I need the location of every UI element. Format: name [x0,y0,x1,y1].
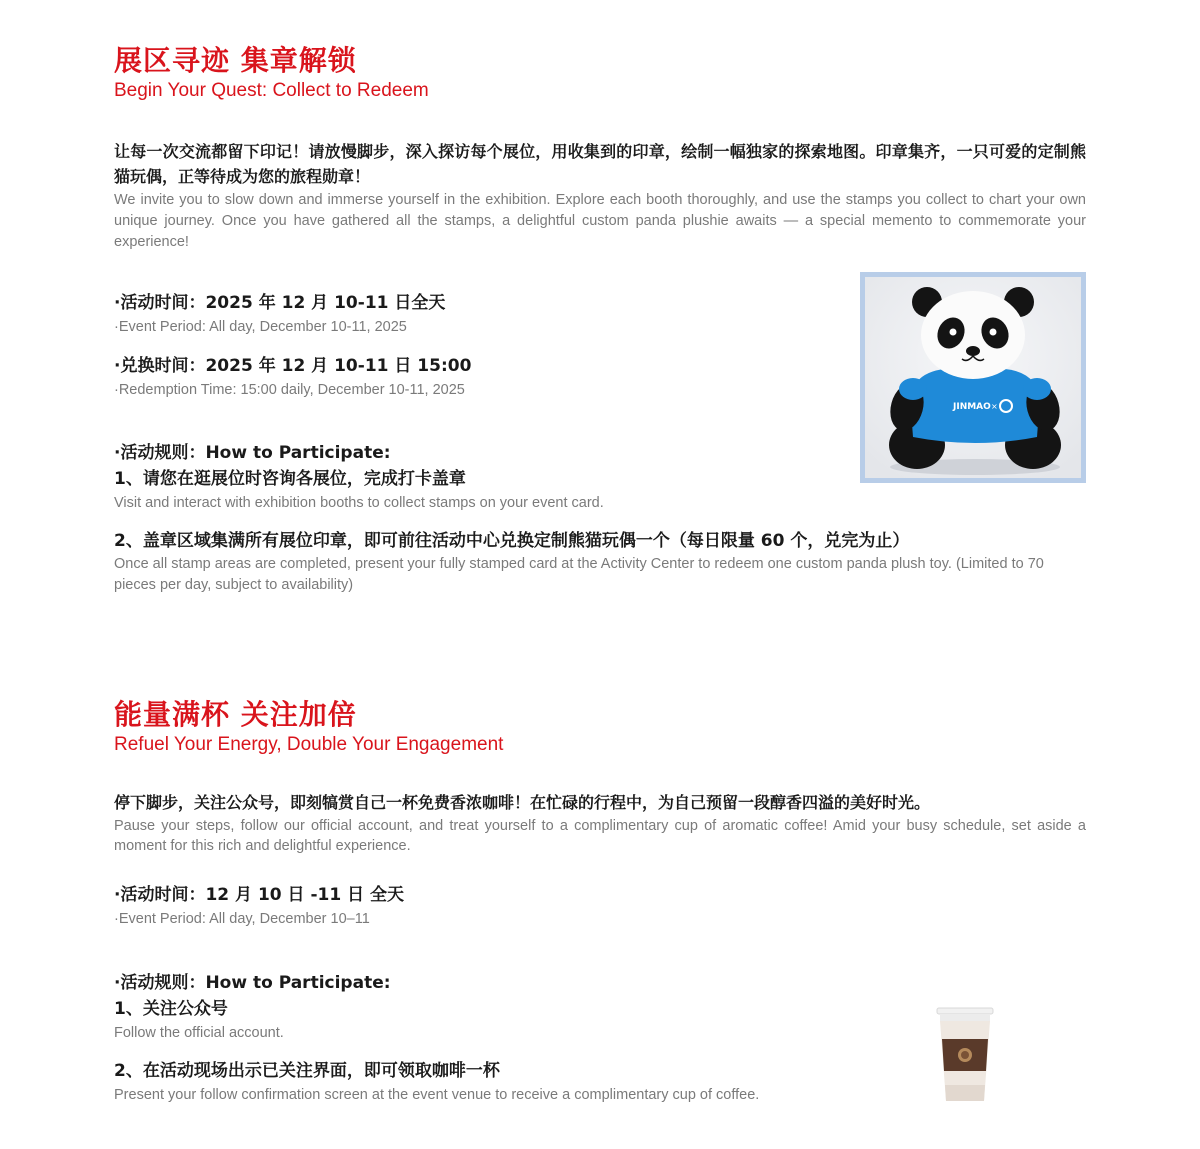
intro-block [114,139,1086,253]
coffee-intro-cn: 停下脚步，关注公众号，即刻犒赏自己一杯免费香浓咖啡！在忙碌的行程中，为自己预留一段醇香四溢的美好时光。 [114,793,931,812]
coffee-rule-1-cn: 1、关注公众号 [114,999,228,1019]
intro-en: We invite you to slow down and immerse yourself in the exhibition. Explore each booth thoroughly, and use the stamps you collect to chart your own unique journey. Once you have gathered all the stamps, a delightful custom panda plushie awaits — a special memento to commemorate your experience! [114,192,1086,250]
section-stamp-quest [114,43,1086,103]
rule-2-block [114,528,1086,596]
coffee-rules-heading: ·活动规则：How to Participate: [114,973,391,993]
redemption-time-cn: ·兑换时间：2025 年 12 月 10-11 日 15:00 [114,356,472,376]
rules-heading: ·活动规则：How to Participate: [114,443,391,463]
coffee-event-period-block [114,882,814,930]
shirt-brand-text: JINMAO [953,402,991,412]
rule-1-en: Visit and interact with exhibition booths to collect stamps on your event card. [114,495,604,511]
rule-1-cn: 1、请您在逛展位时咨询各展位，完成打卡盖章 [114,469,466,489]
panda-icon [865,277,1081,478]
rule-2-cn: 2、盖章区域集满所有展位印章，即可前往活动中心兑换定制熊猫玩偶一个（每日限量 60 个，兑完为止） [114,531,910,551]
redemption-time-block [114,353,814,401]
event-period-en: ·Event Period: All day, December 10-11, 2025 [114,319,407,335]
coffee-intro-block [114,790,1086,856]
coffee-rule-2-en: Present your follow confirmation screen at the event venue to receive a complimentary cup of coffee. [114,1087,760,1103]
section-title-cn: 展区寻迹 集章解锁 [114,44,357,77]
redemption-time-en: ·Redemption Time: 15:00 daily, December 10-11, 2025 [114,382,465,398]
intro-cn: 让每一次交流都留下印记！请放慢脚步，深入探访每个展位，用收集到的印章，绘制一幅独家的探索地图。印章集齐，一只可爱的定制熊猫玩偶，正等待成为您的旅程勋章！ [114,142,1086,186]
section-title-en: Refuel Your Energy, Double Your Engagement [114,734,504,755]
event-period-cn: ·活动时间：2025 年 12 月 10-11 日全天 [114,293,446,313]
panda-plush-image [860,272,1086,483]
rule-2-en: Once all stamp areas are completed, present your fully stamped card at the Activity Center to redeem one custom panda plush toy. (Limited to 70 pieces per day, subject to availability) [114,556,1044,593]
section-title-cn: 能量满杯 关注加倍 [114,698,357,731]
coffee-event-period-cn: ·活动时间：12 月 10 日 -11 日 全天 [114,885,404,905]
section-coffee [114,697,1086,757]
section-title-en: Begin Your Quest: Collect to Redeem [114,80,429,101]
coffee-event-period-en: ·Event Period: All day, December 10–11 [114,911,370,927]
event-period-block [114,290,814,338]
coffee-intro-en: Pause your steps, follow our official account, and treat yourself to a complimentary cup of aromatic coffee! Amid your busy schedule, set aside a moment for this rich and delightful experience. [114,818,1086,854]
coffee-rules-block [114,970,864,1044]
rules-block [114,440,844,514]
shirt-x-text: × [991,402,998,411]
coffee-rule-1-en: Follow the official account. [114,1025,284,1041]
coffee-rule-2-cn: 2、在活动现场出示已关注界面，即可领取咖啡一杯 [114,1061,500,1081]
coffee-rule-2-block [114,1058,914,1106]
coffee-cup-icon [935,1005,995,1105]
